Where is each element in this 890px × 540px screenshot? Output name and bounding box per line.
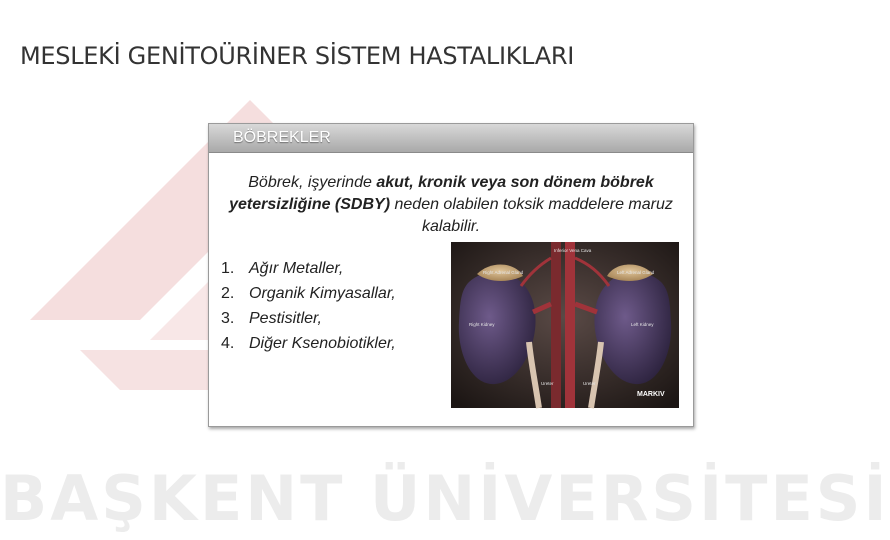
intro-paragraph bbox=[221, 172, 681, 238]
list-item-number: 3. bbox=[221, 310, 235, 327]
list-item-number: 4. bbox=[221, 335, 235, 352]
aorta-vessel bbox=[565, 242, 575, 408]
panel-header: BÖBREKLER bbox=[209, 124, 693, 153]
list-item-number: 1. bbox=[221, 260, 235, 277]
markiv-logo: MARKIV bbox=[637, 391, 665, 398]
intro-text-2: neden olabilen toksik maddelere maruz kalabilir. bbox=[390, 196, 673, 235]
label-left-kidney: Left Kidney bbox=[631, 322, 654, 327]
list-item-text: Ağır Metaller, bbox=[249, 260, 344, 277]
list-item-text: Diğer Ksenobiotikler, bbox=[249, 335, 396, 352]
list-item bbox=[221, 281, 396, 306]
toxin-list bbox=[221, 256, 396, 356]
list-item-text: Organik Kimyasallar, bbox=[249, 285, 396, 302]
label-vena-cava: Inferior Vena Cava bbox=[554, 248, 592, 253]
list-item-text: Pestisitler, bbox=[249, 310, 322, 327]
university-name-watermark: BAŞKENT ÜNİVERSİTESİ bbox=[0, 462, 890, 535]
list-item bbox=[221, 331, 396, 356]
intro-bold-text: akut, kronik veya son dönem böbrek yetersizliğine (SDBY) bbox=[229, 174, 654, 213]
intro-text-1: Böbrek, işyerinde bbox=[248, 174, 377, 191]
list-item bbox=[221, 256, 396, 281]
label-left-ureter: Ureter bbox=[583, 381, 596, 386]
kidney-anatomy-image bbox=[451, 242, 679, 408]
slide-title: MESLEKİ GENİTOÜRİNER SİSTEM HASTALIKLARI bbox=[20, 42, 575, 70]
content-panel bbox=[208, 123, 694, 427]
label-right-ureter: Ureter bbox=[541, 381, 554, 386]
label-right-adrenal: Right Adrenal Gland bbox=[483, 270, 524, 275]
list-item bbox=[221, 306, 396, 331]
label-left-adrenal: Left Adrenal Gland bbox=[617, 270, 655, 275]
label-right-kidney: Right Kidney bbox=[469, 322, 495, 327]
list-item-number: 2. bbox=[221, 285, 235, 302]
